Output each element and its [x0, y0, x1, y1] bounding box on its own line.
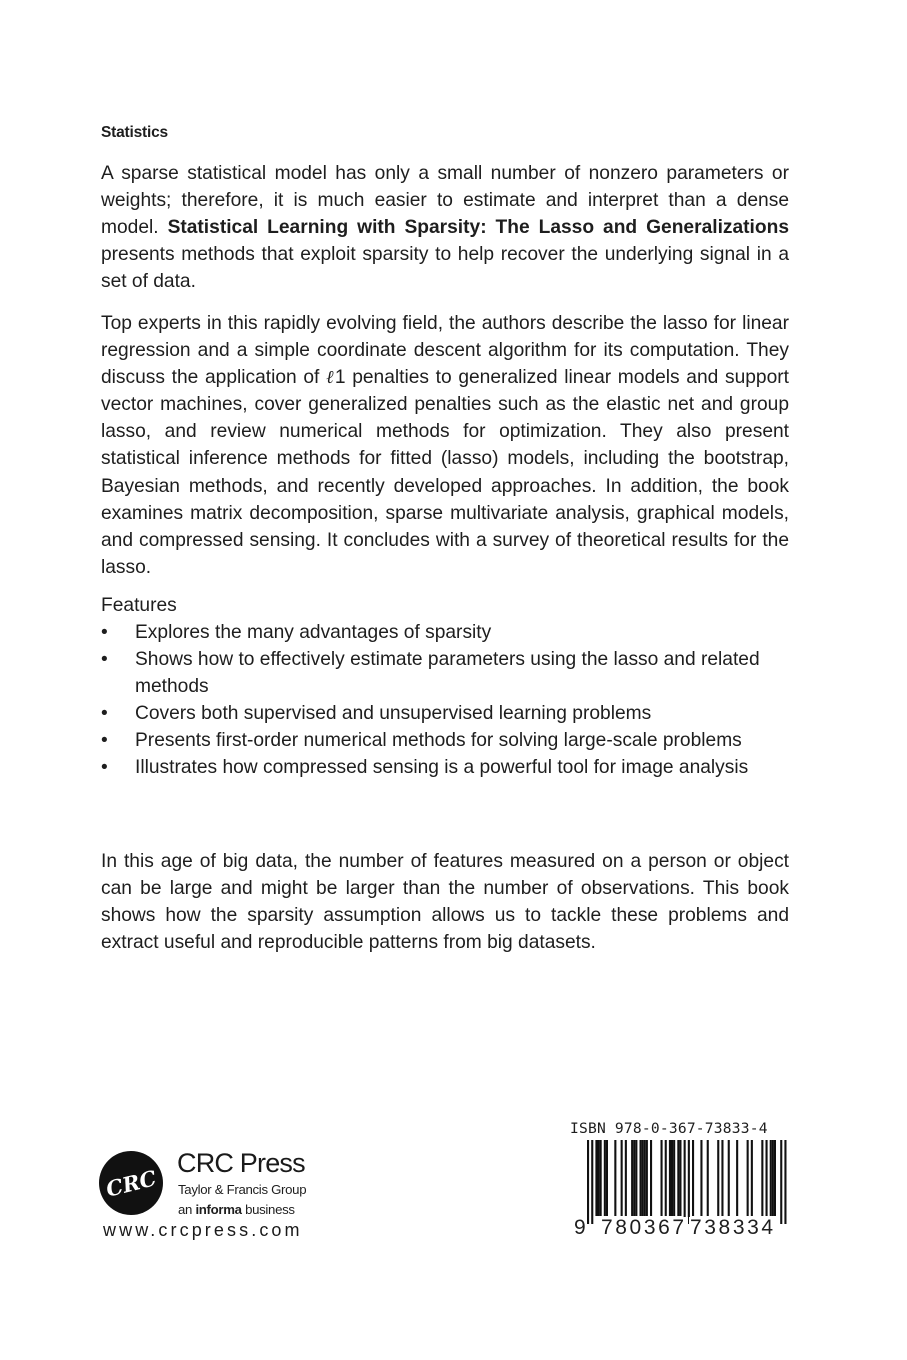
barcode-bar — [598, 1140, 600, 1216]
barcode-bar — [717, 1140, 719, 1216]
barcode-bar — [595, 1140, 597, 1216]
barcode-bar — [770, 1140, 772, 1216]
barcode-bar — [587, 1140, 589, 1224]
barcode-bar — [671, 1140, 673, 1216]
feature-text: Shows how to effectively estimate parameters using the lasso and related methods — [135, 649, 760, 698]
list-item — [101, 646, 791, 700]
informa-brand: informa — [195, 1202, 242, 1217]
category-label: Statistics — [101, 124, 168, 141]
list-item — [101, 727, 791, 754]
barcode-bar — [640, 1140, 642, 1216]
barcode-bar — [600, 1140, 602, 1216]
barcode-digits-right: 738334 — [690, 1216, 776, 1239]
barcode-bar — [621, 1140, 623, 1216]
barcode-bar — [774, 1140, 776, 1216]
barcode-bar — [747, 1140, 749, 1216]
p1-outro: presents methods that exploit sparsity to help recover the underlying signal in a set of data. — [101, 244, 789, 293]
ell-symbol: ℓ — [326, 367, 335, 389]
barcode-bar — [692, 1140, 694, 1216]
barcode-bar — [661, 1140, 663, 1216]
barcode-bar — [625, 1140, 627, 1216]
bullet-icon: • — [101, 757, 108, 779]
list-item — [101, 700, 791, 727]
barcode-bar — [631, 1140, 633, 1216]
barcode-bar — [721, 1140, 723, 1216]
p1-intro: A sparse statistical model has only a small number of nonzero parameters or weights; therefore, it is much easier to estimate and interpret than a dense model. — [101, 163, 789, 239]
barcode-bar — [591, 1140, 593, 1224]
p2-intro: Top experts in this rapidly evolving field, the authors describe the lasso for linear regression and a simple coordinate descent algorithm for its computation. They discuss the application of — [101, 313, 789, 389]
barcode-digit-first: 9 — [574, 1216, 586, 1239]
p2-outro: 1 penalties to generalized linear models and support vector machines, cover generalized penalties such as the elastic net and group lasso, and review numerical methods for optimization. They also present statistical inference methods for fitted (lasso) models, including the bootstrap, Bayesian methods, and recently developed approaches. In addition, the book examines matrix decomposition, sparse multivariate analysis, graphical models, and compressed sensing. It concludes with a survey of theoretical results for the lasso. — [101, 367, 789, 578]
barcode-bar — [665, 1140, 667, 1216]
barcode-bar — [780, 1140, 782, 1224]
barcode-digits-left: 780367 — [601, 1216, 687, 1239]
barcode-digits — [573, 1213, 788, 1243]
bullet-icon: • — [101, 703, 108, 725]
description-paragraph-2 — [101, 310, 789, 581]
description-paragraph-1 — [101, 160, 789, 295]
barcode-bar — [644, 1140, 646, 1216]
barcode-bar — [650, 1140, 652, 1216]
publisher-website-link[interactable]: www.crcpress.com — [103, 1220, 303, 1240]
features-heading: Features — [101, 595, 177, 616]
barcode-bar — [707, 1140, 709, 1216]
isbn-label: ISBN 978-0-367-73833-4 — [570, 1120, 768, 1137]
barcode-bar — [761, 1140, 763, 1216]
barcode-bar — [766, 1140, 768, 1216]
publisher-business: an informa business — [178, 1202, 295, 1217]
crc-logo-icon — [98, 1150, 164, 1216]
barcode-bar — [677, 1140, 679, 1216]
barcode-bar — [684, 1140, 686, 1224]
barcode-bar — [772, 1140, 774, 1216]
barcode-bar — [635, 1140, 637, 1216]
barcode-bar — [669, 1140, 671, 1216]
publisher-name: CRC Press — [177, 1148, 305, 1178]
bullet-icon: • — [101, 649, 108, 671]
barcode-bar — [700, 1140, 702, 1216]
crc-logo-text: CRC — [103, 1165, 159, 1202]
barcode-bar — [688, 1140, 690, 1224]
feature-text: Illustrates how compressed sensing is a powerful tool for image analysis — [135, 757, 749, 779]
barcode-bar — [646, 1140, 648, 1216]
barcode-bar — [614, 1140, 616, 1216]
barcode-bar — [736, 1140, 738, 1216]
feature-text: Covers both supervised and unsupervised learning problems — [135, 703, 652, 725]
barcode-bar — [606, 1140, 608, 1216]
barcode-bar — [642, 1140, 644, 1216]
bullet-icon: • — [101, 622, 108, 643]
list-item — [101, 754, 791, 781]
features-list — [101, 619, 791, 782]
feature-text: Explores the many advantages of sparsity — [135, 622, 492, 643]
feature-text: Presents first-order numerical methods for solving large-scale problems — [135, 730, 742, 752]
book-title: Statistical Learning with Sparsity: The Lasso and Generalizations — [167, 217, 789, 239]
barcode-bar — [728, 1140, 730, 1216]
barcode-bar — [604, 1140, 606, 1216]
barcode-bar — [633, 1140, 635, 1216]
bullet-icon: • — [101, 730, 108, 752]
barcode-bar — [673, 1140, 675, 1216]
barcode-bar — [784, 1140, 786, 1224]
barcode-bar — [751, 1140, 753, 1216]
barcode-bar — [679, 1140, 681, 1216]
description-paragraph-3: In this age of big data, the number of features measured on a person or object can be large and might be larger than the number of observations. This book shows how the sparsity assumption allows us to tackle these problems and extract useful and reproducible patterns from big datasets. — [101, 851, 789, 954]
list-item — [101, 619, 791, 646]
publisher-group: Taylor & Francis Group — [178, 1182, 307, 1197]
